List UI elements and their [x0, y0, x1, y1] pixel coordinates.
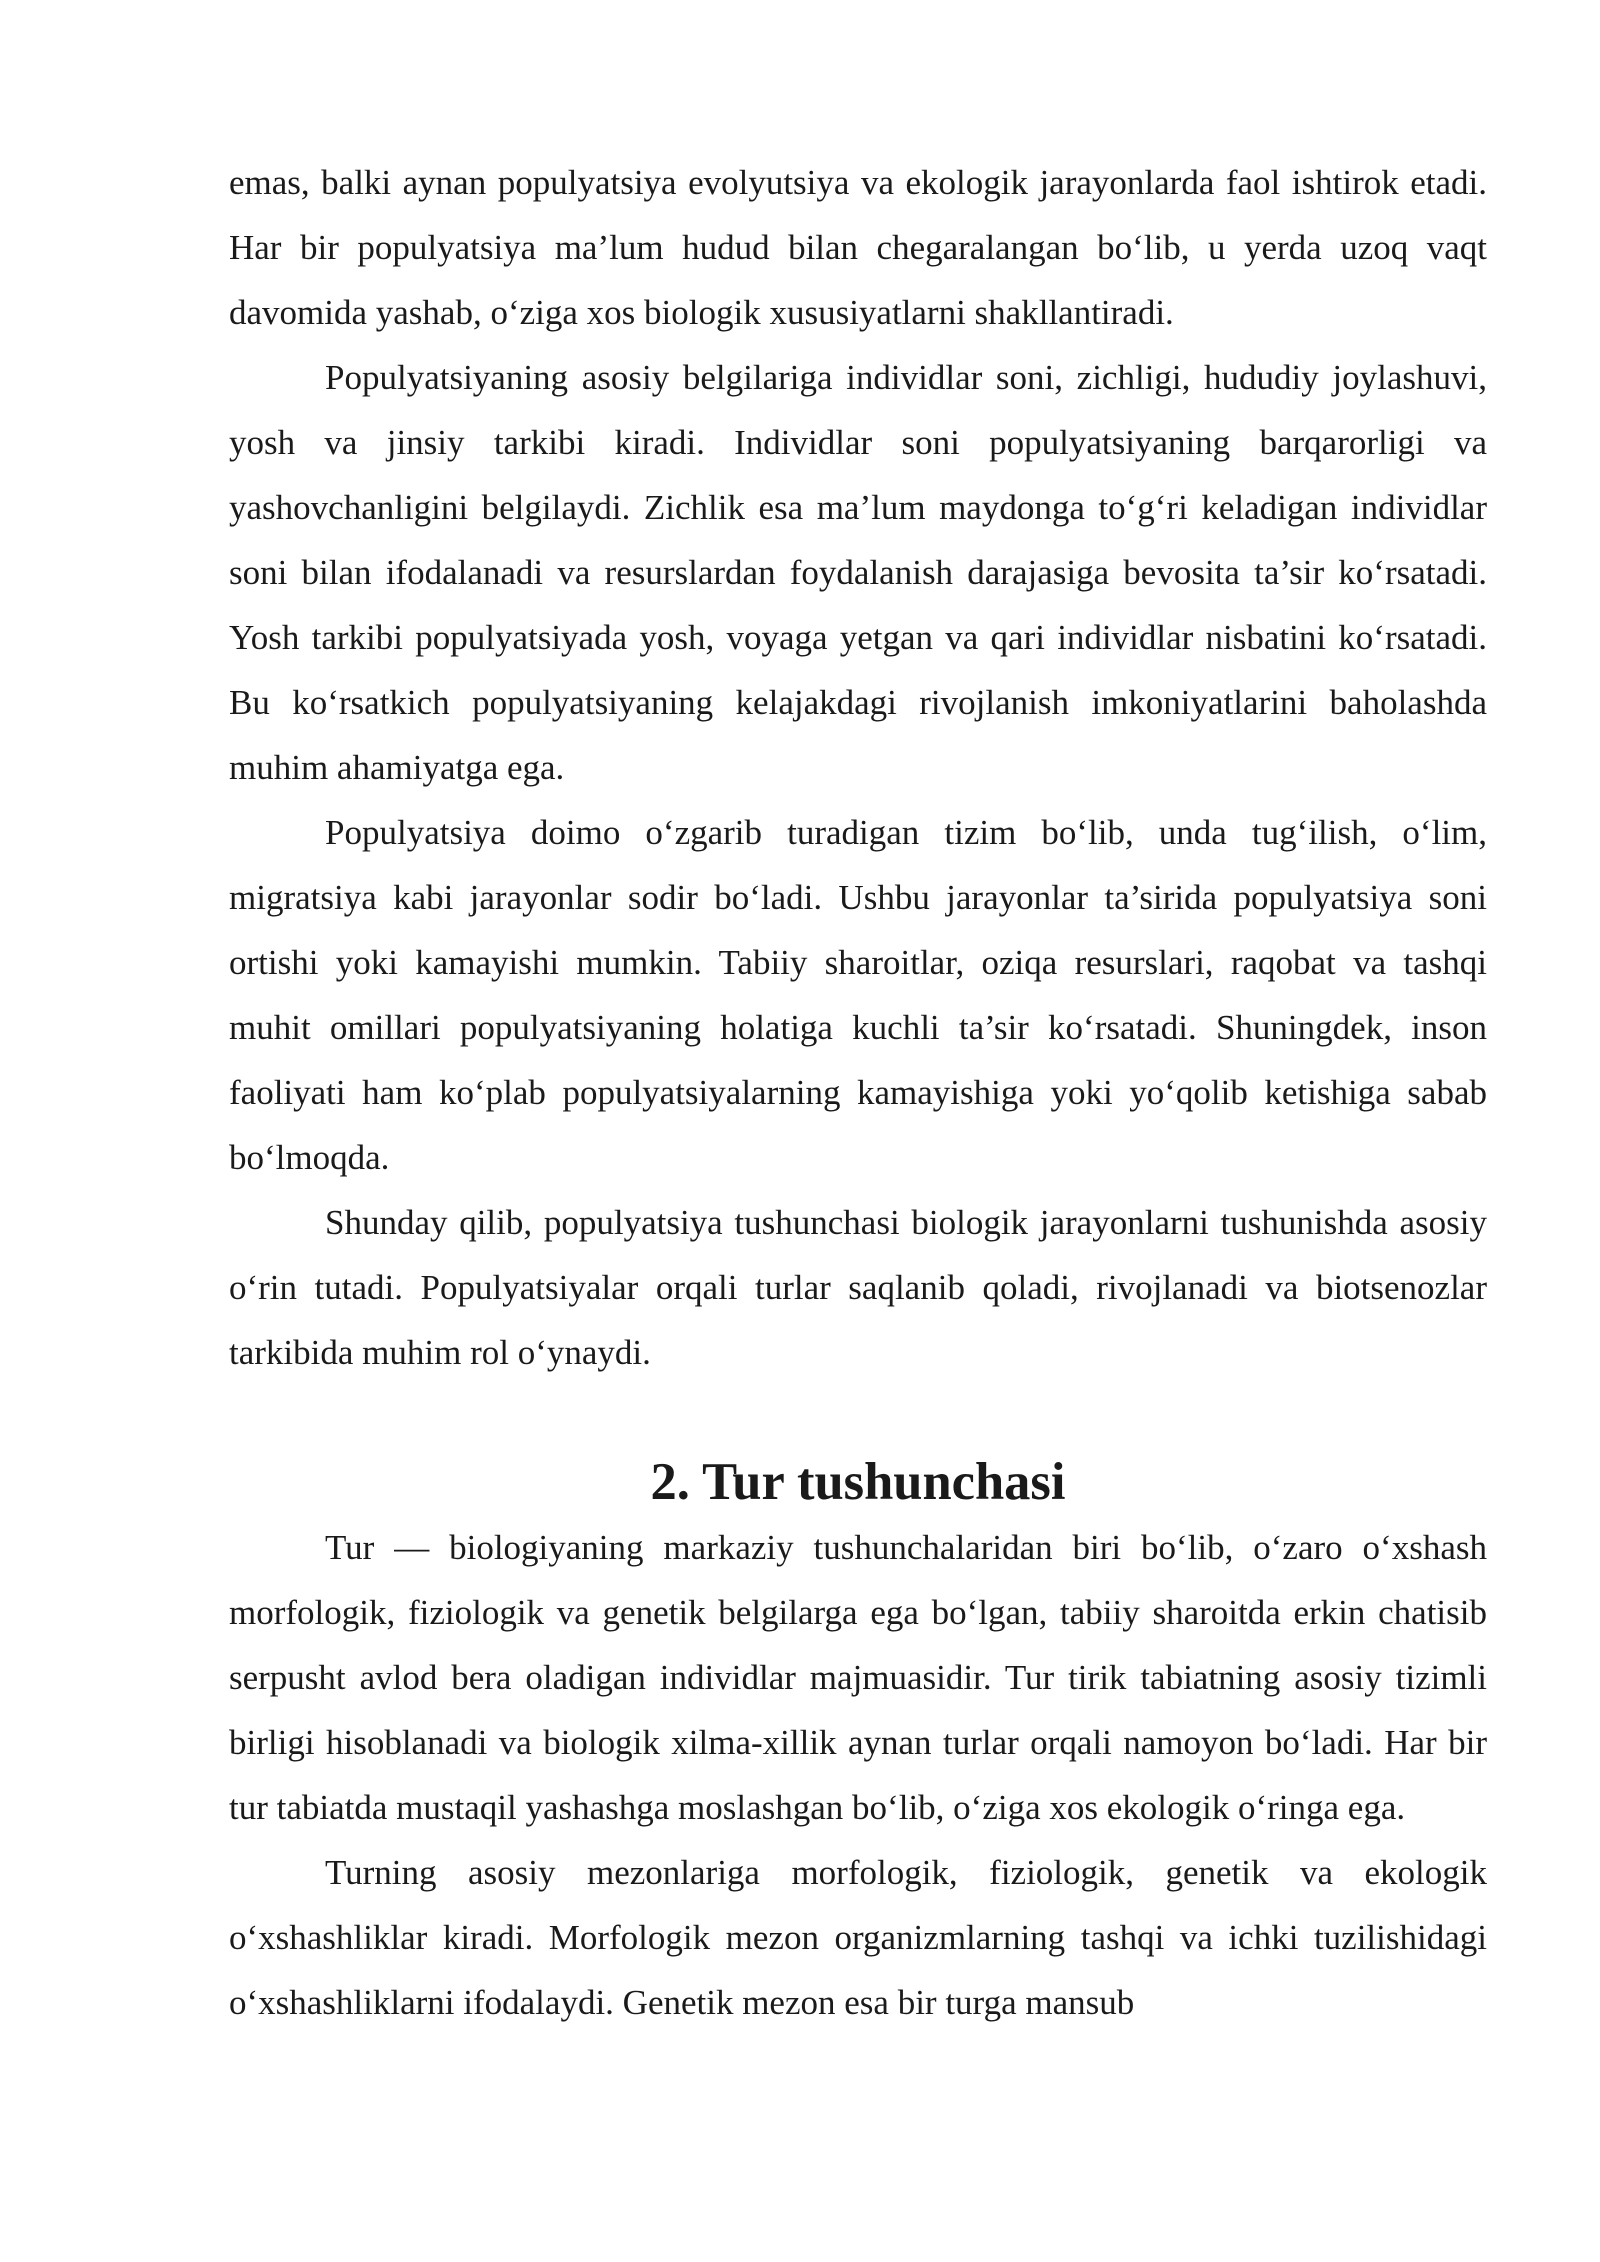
- paragraph-species-criteria: Turning asosiy mezonlariga morfologik, fiziologik, genetik va ekologik o‘xshashliklar kiradi. Morfologik mezon organizmlarning tashqi va ichki tuzilishidagi o‘xshashliklarni ifodalaydi. Genetik mezon esa bir turga mansub: [229, 1853, 1487, 2022]
- document-body: [229, 150, 1487, 2035]
- section-heading: 2. Tur tushunchasi: [650, 1453, 1066, 1511]
- paragraph-population-conclusion: Shunday qilib, populyatsiya tushunchasi biologik jarayonlarni tushunishda asosiy o‘rin tutadi. Populyatsiyalar orqali turlar saqlanib qoladi, rivojlanadi va biotsenozlar tarkibida muhim rol o‘ynaydi.: [229, 1203, 1487, 1372]
- paragraph-continuation: emas, balki aynan populyatsiya evolyutsiya va ekologik jarayonlarda faol ishtirok etadi. Har bir populyatsiya ma’lum hudud bilan chegaralangan bo‘lib, u yerda uzoq vaqt davomida yashab, o‘ziga xos biologik xususiyatlarni shakllantiradi.: [229, 163, 1487, 332]
- paragraph-population-dynamics: Populyatsiya doimo o‘zgarib turadigan tizim bo‘lib, unda tug‘ilish, o‘lim, migratsiya kabi jarayonlar sodir bo‘ladi. Ushbu jarayonlar ta’sirida populyatsiya soni ortishi yoki kamayishi mumkin. Tabiiy sharoitlar, oziqa resurslari, raqobat va tashqi muhit omillari populyatsiyaning holatiga kuchli ta’sir ko‘rsatadi. Shuningdek, inson faoliyati ham ko‘plab populyatsiyalarning kamayishiga yoki yo‘qolib ketishiga sabab bo‘lmoqda.: [229, 813, 1487, 1177]
- paragraph-species-definition: Tur — biologiyaning markaziy tushunchalaridan biri bo‘lib, o‘zaro o‘xshash morfologik, fiziologik va genetik belgilarga ega bo‘lgan, tabiiy sharoitda erkin chatisib serpusht avlod bera oladigan individlar majmuasidir. Tur tirik tabiatning asosiy tizimli birligi hisoblanadi va biologik xilma-xillik aynan turlar orqali namoyon bo‘ladi. Har bir tur tabiatda mustaqil yashashga moslashgan bo‘lib, o‘ziga xos ekologik o‘ringa ega.: [229, 1528, 1487, 1827]
- paragraph-population-traits: Populyatsiyaning asosiy belgilariga individlar soni, zichligi, hududiy joylashuvi, yosh va jinsiy tarkibi kiradi. Individlar soni populyatsiyaning barqarorligi va yashovchanligini belgilaydi. Zichlik esa ma’lum maydonga to‘g‘ri keladigan individlar soni bilan ifodalanadi va resurslardan foydalanish darajasiga bevosita ta’sir ko‘rsatadi. Yosh tarkibi populyatsiyada yosh, voyaga yetgan va qari individlar nisbatini ko‘rsatadi. Bu ko‘rsatkich populyatsiyaning kelajakdagi rivojlanish imkoniyatlarini baholashda muhim ahamiyatga ega.: [229, 358, 1487, 787]
